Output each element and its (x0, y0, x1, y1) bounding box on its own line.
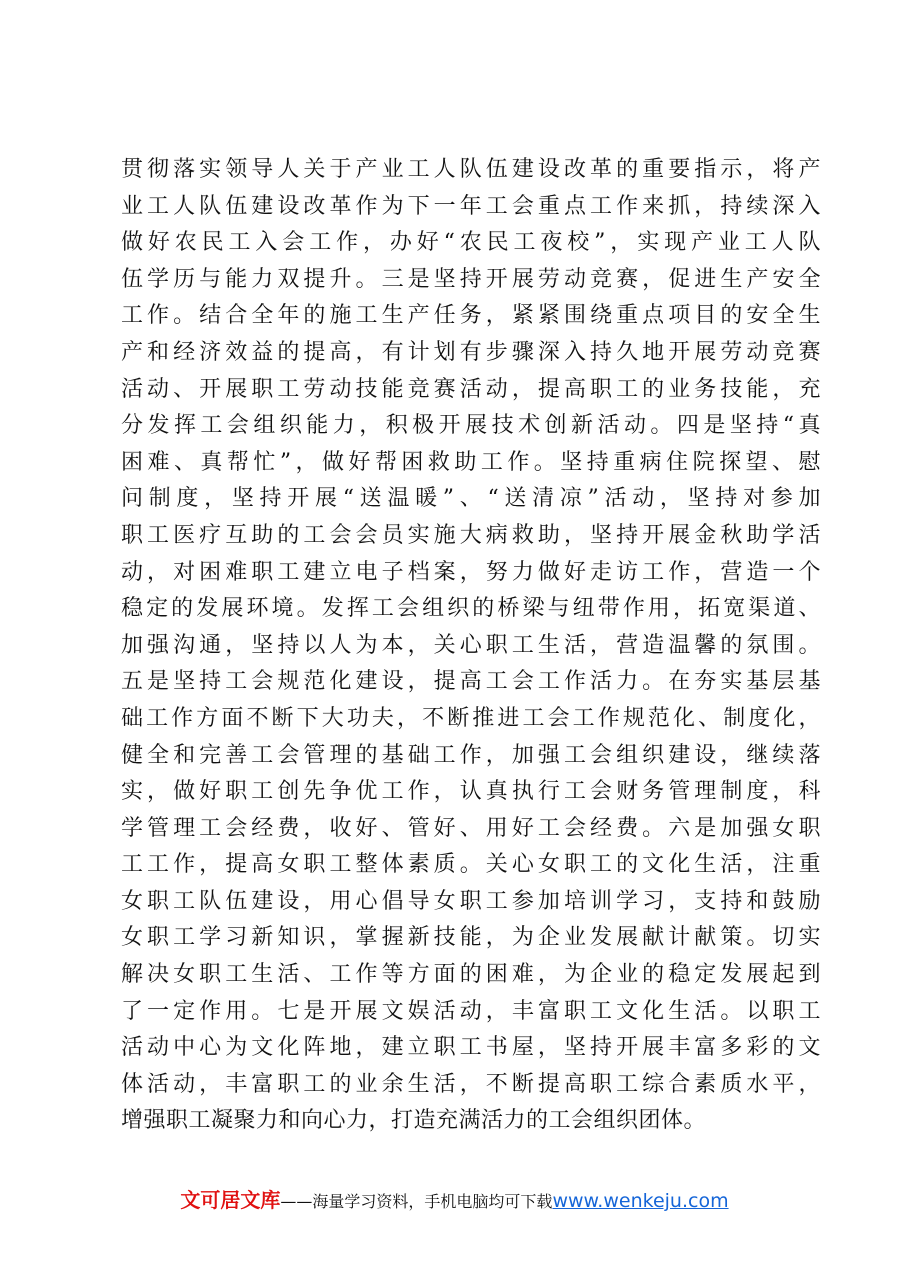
text-line: 工作。结合全年的施工生产任务，紧紧围绕重点项目的安全生 (121, 303, 821, 329)
text-line: 职工医疗互助的工会会员实施大病救助，坚持开展金秋助学活 (121, 522, 821, 548)
text-line: 女职工学习新知识，掌握新技能，为企业发展献计献策。切实 (121, 925, 821, 951)
text-line: 活动、开展职工劳动技能竞赛活动，提高职工的业务技能，充 (121, 376, 821, 402)
text-line: 业工人队伍建设改革作为下一年工会重点工作来抓，持续深入 (121, 193, 821, 219)
text-line: 女职工队伍建设，用心倡导女职工参加培训学习，支持和鼓励 (121, 888, 821, 914)
text-line: 五是坚持工会规范化建设，提高工会工作活力。在夯实基层基 (121, 669, 821, 695)
text-line: 困难、真帮忙”，做好帮困救助工作。坚持重病住院探望、慰 (121, 449, 821, 475)
footer-banner (0, 1184, 909, 1213)
text-line: 问制度，坚持开展“送温暖”、“送清凉”活动，坚持对参加 (121, 486, 821, 512)
text-line: 动，对困难职工建立电子档案，努力做好走访工作，营造一个 (121, 559, 821, 585)
text-line: 体活动，丰富职工的业余生活，不断提高职工综合素质水平， (121, 1071, 821, 1097)
text-line: 产和经济效益的提高，有计划有步骤深入持久地开展劳动竞赛 (121, 339, 821, 365)
text-line: 增强职工凝聚力和向心力，打造充满活力的工会组织团体。 (121, 1108, 707, 1134)
body-paragraph (121, 152, 821, 1140)
text-line: 加强沟通，坚持以人为本，关心职工生活，营造温馨的氛围。 (121, 632, 821, 658)
footer-tagline: ——海量学习资料，手机电脑均可下载 (280, 1192, 553, 1211)
text-line: 做好农民工入会工作，办好“农民工夜校”，实现产业工人队 (121, 230, 821, 256)
text-line: 础工作方面不断下大功夫，不断推进工会工作规范化、制度化， (121, 705, 821, 731)
text-line: 分发挥工会组织能力，积极开展技术创新活动。四是坚持“真 (121, 413, 821, 439)
text-line: 解决女职工生活、工作等方面的困难，为企业的稳定发展起到 (121, 962, 821, 988)
text-line: 实，做好职工创先争优工作，认真执行工会财务管理制度，科 (121, 779, 821, 805)
text-line: 学管理工会经费，收好、管好、用好工会经费。六是加强女职 (121, 815, 821, 841)
website-link[interactable]: www.wenkeju.com (552, 1190, 729, 1212)
text-line: 了一定作用。七是开展文娱活动，丰富职工文化生活。以职工 (121, 998, 821, 1024)
text-line: 健全和完善工会管理的基础工作，加强工会组织建设，继续落 (121, 742, 821, 768)
text-line: 工工作，提高女职工整体素质。关心女职工的文化生活，注重 (121, 852, 821, 878)
text-line: 贯彻落实领导人关于产业工人队伍建设改革的重要指示，将产 (121, 157, 821, 182)
brand-name: 文可居文库 (180, 1188, 281, 1212)
text-line: 稳定的发展环境。发挥工会组织的桥梁与纽带作用，拓宽渠道、 (121, 596, 821, 622)
text-line: 活动中心为文化阵地，建立职工书屋，坚持开展丰富多彩的文 (121, 1035, 821, 1061)
text-line: 伍学历与能力双提升。三是坚持开展劳动竞赛，促进生产安全 (121, 266, 821, 292)
